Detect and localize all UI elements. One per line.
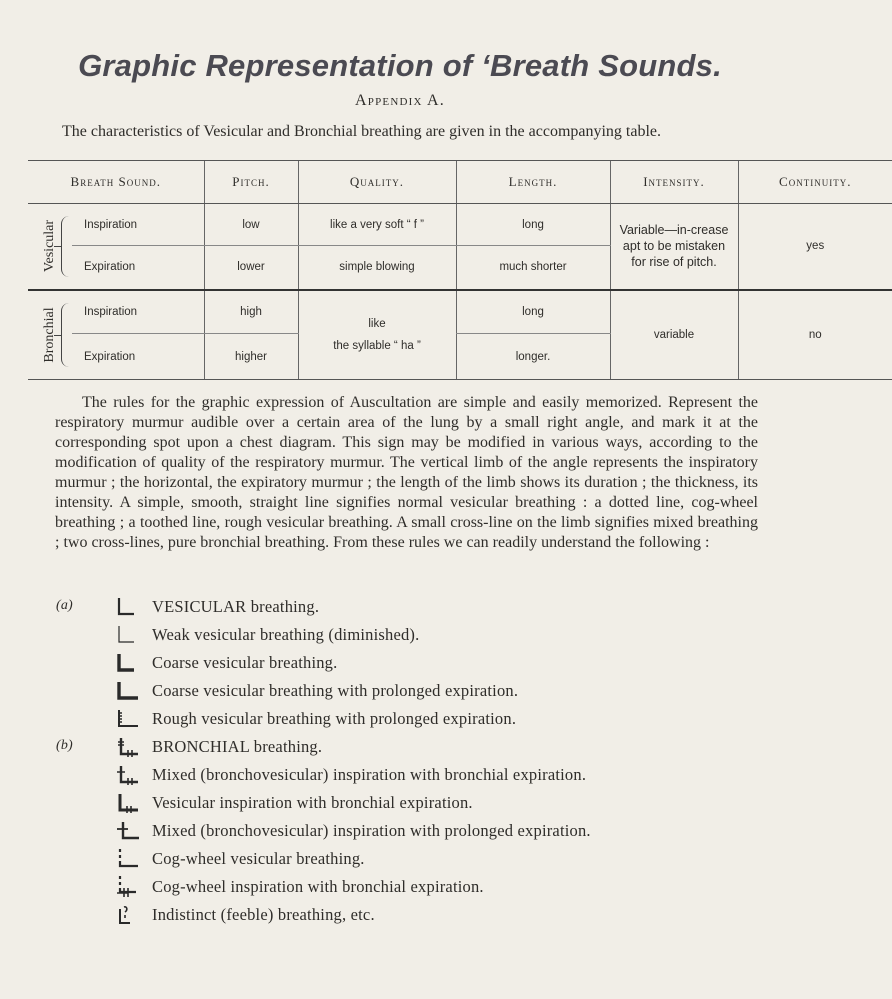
header-breath-sound: Breath Sound. [28,161,204,204]
example-text: Coarse vesicular breathing with prolonged expiration. [152,681,519,700]
pitch-cell: low [204,204,298,246]
phase-label: Expiration [72,246,204,290]
table-row [28,290,892,334]
quality-cell: like a very soft “ f ” [298,204,456,246]
group-label-vesicular: Vesicular [42,220,57,273]
quality-line: the syllable “ ha ” [333,339,421,352]
coarse-prolonged-icon [114,679,140,701]
rough-vesicular-icon [114,707,140,729]
list-item [0,733,800,761]
length-cell: long [456,290,610,334]
group-bronchial [28,290,72,380]
example-label: (a) [56,598,73,613]
pitch-cell: lower [204,246,298,290]
page-title: Graphic Representation of ‘Breath Sounds. [78,48,722,83]
example-text: Vesicular inspiration with bronchial expiration. [152,793,473,812]
phase-label: Inspiration [72,204,204,246]
example-text: Cog-wheel inspiration with bronchial expiration. [152,877,484,896]
length-cell: much shorter [456,246,610,290]
example-text: Mixed (bronchovesicular) inspiration with prolonged expiration. [152,821,591,840]
length-cell: long [456,204,610,246]
list-item [0,817,800,845]
list-item [0,873,800,901]
example-text: Weak vesicular breathing (diminished). [152,625,420,644]
quality-line: like [368,317,386,330]
header-pitch: Pitch. [204,161,298,204]
appendix-heading: Appendix A. [355,92,445,109]
breath-sound-table [28,160,892,380]
table-row [28,204,892,246]
phase-label: Expiration [72,334,204,380]
bronchial-icon [114,735,140,757]
header-intensity: Intensity. [610,161,738,204]
header-continuity: Continuity. [738,161,892,204]
header-length: Length. [456,161,610,204]
example-text: Coarse vesicular breathing. [152,653,338,672]
list-item [0,901,800,929]
intro-paragraph: The characteristics of Vesicular and Bronchial breathing are given in the accompanying table. [62,123,662,140]
phase-label: Inspiration [72,290,204,334]
list-item [0,593,800,621]
list-item [0,705,800,733]
vesicular-bronchial-exp-icon [114,791,140,813]
indistinct-icon [114,903,140,925]
intensity-cell: Variable—in-crease apt to be mistaken for rise of pitch. [610,204,738,290]
weak-vesicular-icon [114,623,140,645]
rules-paragraph: The rules for the graphic expression of Auscultation are simple and easily memorized. Represent the respiratory murmur audible over a certain area of the lung by a small right angle, and mark it at the corresponding spot upon a chest diagram. This sign may be modified in various ways, according to the modification of quality of the respiratory murmur. The vertical limb of the angle represents the inspiratory murmur ; the horizontal, the expiratory murmur ; the length of the limb shows its duration ; the thickness, its intensity. A simple, smooth, straight line signifies normal vesicular breathing : a dotted line, cog-wheel breathing ; a toothed line, rough vesicular breathing. A small cross-line on the limb signifies mixed breathing ; two cross-lines, pure bronchial breathing. From these rules we can readily understand the following : [55,394,758,551]
cogwheel-bronchial-icon [114,875,140,897]
example-text: VESICULAR breathing. [152,597,320,616]
example-text: Rough vesicular breathing with prolonged expiration. [152,709,517,728]
mixed-prolonged-icon [114,819,140,841]
vesicular-icon [114,595,140,617]
example-text: Mixed (bronchovesicular) inspiration with bronchial expiration. [152,765,587,784]
intensity-cell: variable [610,290,738,380]
list-item [0,761,800,789]
brace-icon [61,216,70,277]
continuity-cell: yes [738,204,892,290]
group-label-bronchial: Bronchial [42,307,57,363]
example-text: Indistinct (feeble) breathing, etc. [152,905,375,924]
example-text: Cog-wheel vesicular breathing. [152,849,365,868]
table-header-row [28,161,892,204]
list-item [0,789,800,817]
list-item [0,677,800,705]
header-quality: Quality. [298,161,456,204]
quality-cell: simple blowing [298,246,456,290]
cogwheel-icon [114,847,140,869]
continuity-cell: no [738,290,892,380]
pitch-cell: high [204,290,298,334]
mixed-bronchial-exp-icon [114,763,140,785]
group-vesicular [28,204,72,290]
pitch-cell: higher [204,334,298,380]
quality-cell [298,290,456,380]
brace-icon [61,303,70,368]
coarse-vesicular-icon [114,651,140,673]
list-item [0,845,800,873]
length-cell: longer. [456,334,610,380]
example-label: (b) [56,738,73,753]
list-item [0,649,800,677]
list-item [0,621,800,649]
example-text: BRONCHIAL breathing. [152,737,323,756]
